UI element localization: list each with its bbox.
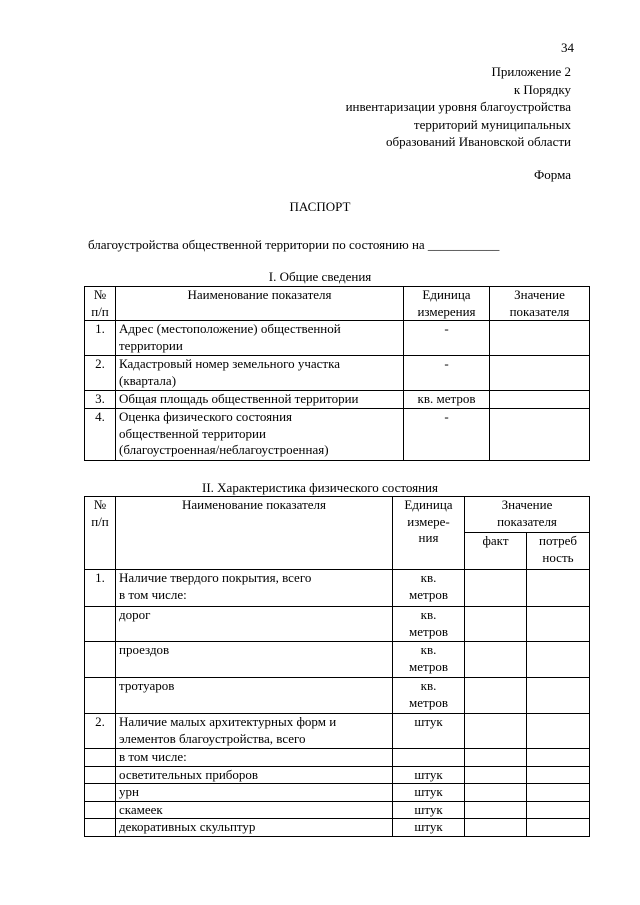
header-unit [404, 287, 490, 321]
header-num [85, 287, 116, 321]
row-name: декоративных скульптур [116, 819, 393, 837]
row-unit [393, 642, 465, 678]
row-name: урн [116, 784, 393, 802]
row-need [527, 801, 590, 819]
row-fact [465, 570, 527, 607]
row-fact [465, 714, 527, 749]
row-num: 2. [85, 714, 116, 749]
row-fact [465, 607, 527, 642]
header-name: Наименование показателя [116, 287, 404, 321]
row-name-line: территории [119, 337, 183, 353]
page-number: 34 [561, 40, 574, 55]
row-unit: штук [393, 784, 465, 802]
row-num: 1. [85, 321, 116, 356]
header-text: ния [418, 530, 439, 546]
row-need [527, 570, 590, 607]
row-need [527, 714, 590, 749]
row-unit-line: кв. [420, 607, 437, 622]
row-name-line: тротуаров [119, 678, 175, 693]
row-unit [393, 749, 465, 767]
header-unit [393, 497, 465, 570]
row-value [490, 391, 590, 409]
row-num [85, 766, 116, 784]
row-unit: - [404, 321, 490, 356]
row-unit: - [404, 356, 490, 391]
table-row [85, 801, 590, 819]
header-text: Значение [501, 497, 553, 512]
row-value [490, 321, 590, 356]
table-row [85, 356, 590, 391]
header-text: № [93, 497, 107, 512]
row-fact [465, 784, 527, 802]
row-name [116, 570, 393, 607]
row-name-line: в том числе: [119, 586, 187, 602]
appendix-line: к Порядку [513, 81, 571, 97]
row-name [116, 642, 393, 678]
row-name-line: Адрес (местоположение) общественной [119, 321, 341, 337]
table-row [85, 766, 590, 784]
row-name-line: (квартала) [119, 372, 177, 388]
table-row [85, 642, 590, 678]
header-text: Единица [404, 497, 453, 512]
row-fact [465, 766, 527, 784]
header-text: п/п [91, 303, 109, 319]
row-need [527, 819, 590, 837]
row-name-line: общественной территории [119, 425, 266, 441]
header-text: измере- [407, 513, 450, 529]
row-num: 3. [85, 391, 116, 409]
row-unit: штук [393, 819, 465, 837]
row-unit: - [404, 409, 490, 461]
general-info-table [84, 286, 590, 461]
row-name [116, 391, 404, 409]
document-subtitle: благоустройства общественной территории по состоянию на ___________ [88, 237, 500, 252]
row-name [116, 409, 404, 461]
row-num: 4. [85, 409, 116, 461]
appendix-line: инвентаризации уровня благоустройства [345, 99, 571, 115]
row-num [85, 801, 116, 819]
row-value [490, 409, 590, 461]
row-num [85, 678, 116, 714]
table-header-row [85, 497, 590, 533]
row-fact [465, 642, 527, 678]
row-need [527, 749, 590, 767]
row-unit-line: кв. [420, 678, 437, 693]
table-row [85, 570, 590, 607]
row-value [490, 356, 590, 391]
row-unit-line: метров [409, 623, 448, 639]
row-unit: штук [393, 801, 465, 819]
row-name-line: Наличие малых архитектурных форм и [119, 714, 337, 729]
header-value [465, 497, 590, 533]
header-text: Единица [422, 287, 471, 302]
row-name [116, 607, 393, 642]
row-name [116, 356, 404, 391]
table-row [85, 749, 590, 767]
header-text: потреб [538, 533, 577, 548]
table-row [85, 784, 590, 802]
row-num [85, 642, 116, 678]
section1-title: I. Общие сведения [268, 269, 372, 284]
row-num: 2. [85, 356, 116, 391]
header-text: измерения [417, 303, 476, 319]
table-row [85, 321, 590, 356]
physical-state-table [84, 496, 590, 837]
row-name: в том числе: [116, 749, 393, 767]
row-num [85, 784, 116, 802]
header-text: ность [542, 549, 574, 565]
row-unit-line: кв. [420, 642, 437, 657]
row-unit: кв. метров [404, 391, 490, 409]
table-row [85, 678, 590, 714]
row-name-line: Общая площадь общественной территории [119, 391, 359, 407]
header-text: № [93, 287, 107, 302]
header-text: Значение [514, 287, 565, 302]
row-name [116, 321, 404, 356]
appendix-line: территорий муниципальных [413, 116, 571, 132]
table-row [85, 607, 590, 642]
row-name [116, 714, 393, 749]
row-unit [393, 607, 465, 642]
row-name-line: (благоустроенная/неблагоустроенная) [119, 442, 329, 458]
header-fact: факт [465, 533, 527, 570]
row-fact [465, 801, 527, 819]
row-unit [393, 570, 465, 607]
appendix-line: образований Ивановской области [385, 134, 571, 150]
row-fact [465, 678, 527, 714]
row-name: скамеек [116, 801, 393, 819]
header-text: показателя [497, 513, 557, 529]
document-title: ПАСПОРТ [289, 199, 351, 214]
section2-title: II. Характеристика физического состояния [202, 480, 438, 495]
row-num [85, 607, 116, 642]
row-unit: штук [393, 766, 465, 784]
header-text: показателя [509, 303, 570, 319]
table-row [85, 819, 590, 837]
row-fact [465, 749, 527, 767]
appendix-line: Приложение 2 [491, 64, 571, 79]
header-name: Наименование показателя [116, 497, 393, 570]
row-unit-line: кв. [420, 570, 437, 585]
row-num: 1. [85, 570, 116, 607]
row-name-line: проездов [119, 642, 170, 657]
row-unit [393, 678, 465, 714]
row-num [85, 749, 116, 767]
row-num [85, 819, 116, 837]
row-unit: штук [393, 714, 465, 749]
table-row [85, 391, 590, 409]
row-name-line: Кадастровый номер земельного участка [119, 356, 340, 372]
row-name-line: дорог [119, 607, 151, 622]
row-name-line: элементов благоустройства, всего [119, 730, 306, 746]
row-need [527, 784, 590, 802]
row-unit-line: метров [409, 658, 448, 674]
appendix-note [346, 63, 571, 151]
row-fact [465, 819, 527, 837]
row-need [527, 678, 590, 714]
row-need [527, 607, 590, 642]
row-unit-line: метров [409, 694, 448, 710]
table-row [85, 714, 590, 749]
row-name-line: Наличие твердого покрытия, всего [119, 570, 312, 585]
row-need [527, 642, 590, 678]
header-num [85, 497, 116, 570]
header-value [490, 287, 590, 321]
header-text: п/п [91, 513, 109, 529]
row-name [116, 678, 393, 714]
header-need [527, 533, 590, 570]
table-header-row [85, 287, 590, 321]
row-name: осветительных приборов [116, 766, 393, 784]
row-unit-line: метров [409, 586, 448, 602]
row-need [527, 766, 590, 784]
table-row [85, 409, 590, 461]
form-label: Форма [534, 167, 571, 182]
row-name-line: Оценка физического состояния [119, 409, 292, 425]
